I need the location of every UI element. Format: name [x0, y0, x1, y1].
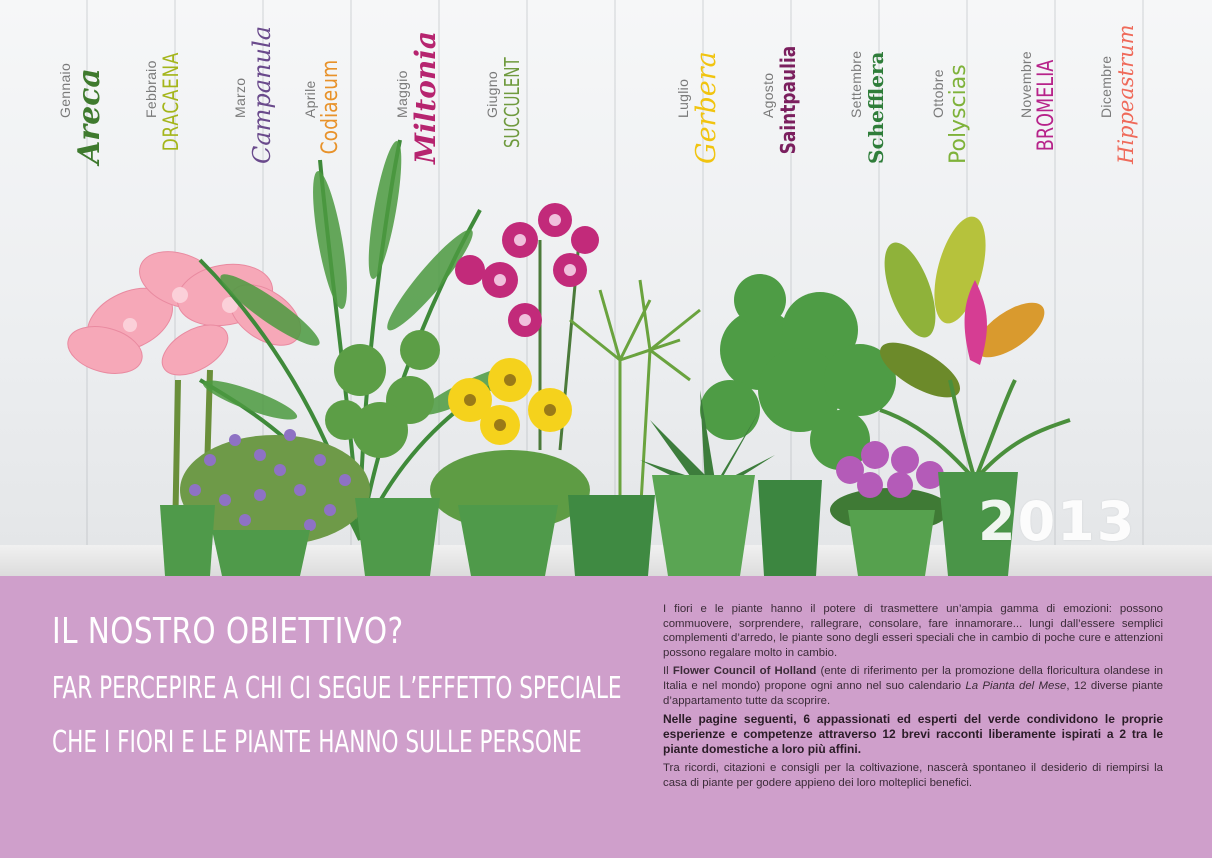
month-luglio [675, 36, 735, 176]
month-aprile [302, 36, 362, 176]
month-label: Novembre [1018, 51, 1034, 118]
plant-name: Areca [72, 68, 107, 164]
month-febbraio [143, 36, 203, 176]
month-label: Agosto [760, 72, 776, 118]
plant-name: Schefflera [864, 51, 888, 164]
info-band [0, 576, 1212, 858]
month-label: Settembre [848, 50, 864, 118]
month-settembre [848, 36, 908, 176]
plant-name: Campanula [248, 26, 276, 164]
paragraph-2-text: , 12 diverse piante d’appartamento tutte da scoprire. [663, 679, 1163, 707]
paragraph-2-text: (ente di riferimento per la promozione della floricultura olandese in Italia e nel mondo) propone ogni anno nel suo calendario [663, 665, 1163, 692]
month-maggio [394, 30, 454, 176]
paragraph-3: Nelle pagine seguenti, 6 appassionati ed esperti del verde condividono le proprie esperienze e competenze attraverso 12 brevi racconti liberamente ispirati a 2 tra le piante domestiche a loro più affini. [663, 712, 1163, 757]
plant-name: Saintpaulia [776, 45, 800, 155]
croton-plant [872, 211, 1053, 408]
plant-name: Codiaeum [318, 59, 343, 155]
month-label: Dicembre [1098, 55, 1114, 118]
months-header [0, 0, 1212, 180]
month-agosto [760, 36, 820, 176]
calendar-name: La Pianta del Mese [965, 679, 1067, 692]
month-label: Aprile [302, 80, 318, 118]
month-label: Giugno [484, 71, 500, 118]
plant-name: SUCCULENT [500, 57, 524, 148]
plant-name: Polyscias [946, 64, 971, 164]
month-label: Maggio [394, 70, 410, 118]
month-marzo [232, 26, 292, 176]
organization-name: Flower Council of Holland [672, 665, 817, 678]
month-label: Febbraio [143, 60, 159, 118]
body-text [663, 602, 1163, 794]
headline [52, 611, 622, 760]
month-label: Gennaio [57, 62, 73, 118]
plant-name: DRACAENA [159, 51, 183, 152]
month-label: Luglio [675, 78, 691, 118]
paragraph-2-text: Il [663, 665, 673, 678]
month-dicembre [1098, 24, 1158, 176]
plant-name: Miltonia [409, 30, 442, 164]
year-label: 2013 [978, 490, 1137, 553]
headline-question: IL NOSTRO OBIETTIVO? [52, 611, 404, 652]
month-label: Ottobre [930, 69, 946, 118]
headline-line-2: CHE I FIORI E LE PIANTE HANNO SULLE PERSONE [52, 725, 582, 760]
paragraph-4: Tra ricordi, citazioni e consigli per la coltivazione, nascerà spontaneo il desiderio di riempirsi la casa di piante per godere appieno dei loro molteplici benefici. [663, 762, 1163, 789]
paragraph-1: I fiori e le piante hanno il potere di trasmettere un’ampia gamma di emozioni: possono commuovere, sorprendere, rallegrare, consolare, fare innamorare... lungi dall’essere semplici complementi d’arredo, le piante sono degli esseri speciali che in cambio di poche cure e attenzioni possono regalare molto in cambio. [663, 603, 1163, 659]
month-label: Marzo [232, 77, 248, 118]
plant-name: Hippeastrum [1114, 24, 1138, 164]
month-giugno [484, 36, 544, 176]
month-gennaio [57, 36, 117, 176]
plant-name: Gerbera [691, 51, 722, 164]
plant-name: BROMELIA [1034, 59, 1059, 152]
headline-line-1: FAR PERCEPIRE A CHI CI SEGUE L’EFFETTO SPECIALE [52, 671, 622, 706]
month-novembre [1018, 36, 1078, 176]
paragraph-2 [663, 664, 1163, 708]
month-ottobre [930, 36, 990, 176]
schefflera-plant [700, 274, 896, 470]
